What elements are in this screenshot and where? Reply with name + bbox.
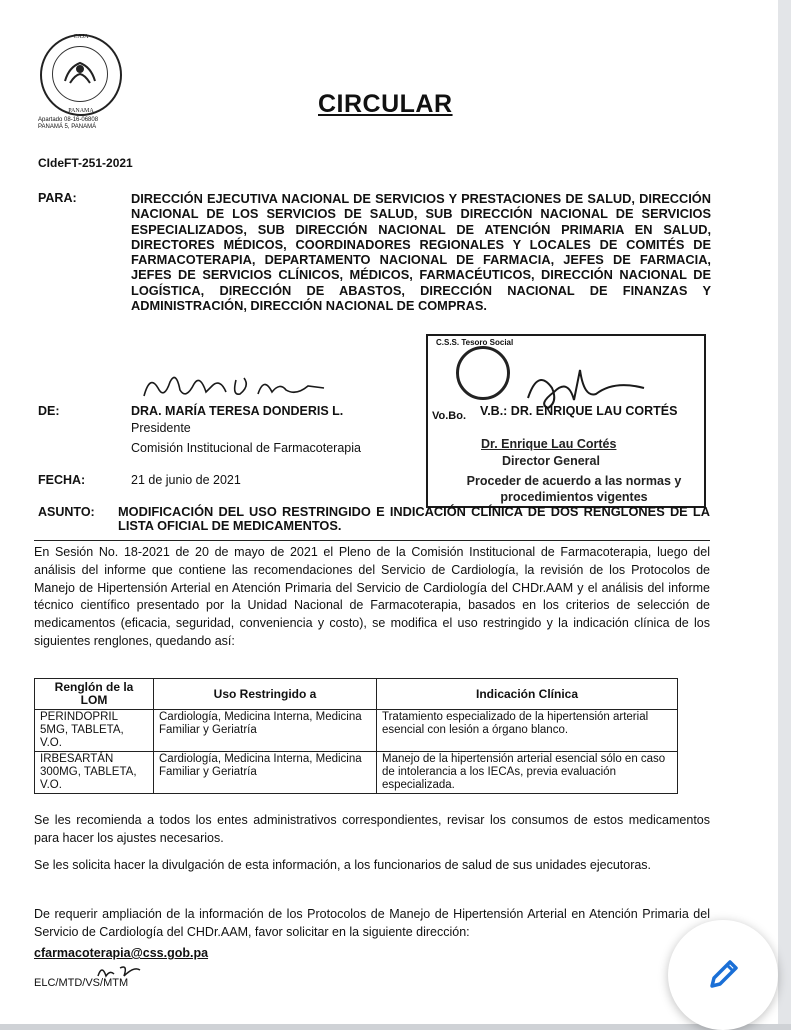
- director-title-stamp: Director General: [502, 454, 600, 468]
- body-paragraph-4: De requerir ampliación de la información de los Protocolos de Manejo de Hipertensión Arterial en Atención Primaria del Servicio de Cardiología del CHDr.AAM, favor solicitar en la siguiente dirección:: [34, 907, 710, 939]
- director-name-stamp: Dr. Enrique Lau Cortés: [481, 437, 617, 451]
- address-block: [38, 117, 98, 131]
- seal-emblem: [52, 46, 108, 102]
- divider: [34, 540, 710, 541]
- address-line-2: PANAMÁ 5, PANAMÁ: [38, 124, 97, 130]
- edit-fab-button[interactable]: [668, 920, 778, 1030]
- sender-role: Presidente: [131, 421, 191, 435]
- table-header-row: [35, 679, 678, 710]
- table-cell: Cardiología, Medicina Interna, Medicina Familiar y Geriatría: [154, 710, 377, 752]
- column-header: Uso Restringido a: [154, 679, 377, 710]
- asunto-label: ASUNTO:: [38, 505, 95, 519]
- body-paragraph-2: Se les recomienda a todos los entes administrativos correspondientes, revisar los consumos de estos medicamentos para hacer los ajustes necesarios.: [34, 813, 710, 845]
- table-cell: Tratamiento especializado de la hipertensión arterial esencial con lesión a órgano blanco.: [377, 710, 678, 752]
- fecha-label: FECHA:: [38, 473, 86, 487]
- hands-emblem-icon: [53, 47, 107, 101]
- medications-table: [34, 678, 678, 794]
- pencil-icon: [704, 954, 744, 994]
- document-title: CIRCULAR: [318, 90, 453, 118]
- seal-text-top: CAJA: [73, 34, 89, 40]
- address-line-1: Apartado 08-16-06808: [38, 117, 99, 123]
- column-header: Indicación Clínica: [377, 679, 678, 710]
- vobo-prefix: Vo.Bo.: [432, 410, 467, 422]
- de-label: DE:: [38, 404, 60, 418]
- stamp-note: Proceder de acuerdo a las normas y procedimientos vigentes: [466, 474, 682, 504]
- asunto-text: MODIFICACIÓN DEL USO RESTRINGIDO E INDICACIÓN CLÍNICA DE DOS RENGLONES DE LA LISTA OFICIAL DE MEDICAMENTOS.: [118, 504, 710, 533]
- reference-initials: ELC/MTD/VS/MTM: [34, 977, 129, 989]
- circular-code: CIdeFT-251-2021: [38, 156, 133, 170]
- donderis-signature: [140, 366, 330, 406]
- body-paragraph-3: Se les solicita hacer la divulgación de esta información, a los funcionarios de salud de sus unidades ejecutoras.: [34, 858, 652, 872]
- table-row: [35, 752, 678, 794]
- stamp-seal: [456, 346, 510, 400]
- sender-name: DRA. MARÍA TERESA DONDERIS L.: [131, 404, 344, 418]
- para-label: PARA:: [38, 191, 77, 205]
- body-paragraph-1: En Sesión No. 18-2021 de 20 de mayo de 2021 el Pleno de la Comisión Institucional de Farmacoterapia, luego del análisis del informe que contiene las recomendaciones del Servicio de Cardiología, la revisión de los Protocolos de Manejo de Hipertensión Arterial en Atención Primaria del Servicio de Cardiología del CHDr.AAM y el análisis del informe técnico científico presentado por la Unidad Nacional de Farmacoterapia, basados en los criterios de selección de medicamentos (eficacia, seguridad, conveniencia y costo), se modifica el uso restringido y la indicación clínica de los siguientes renglones, quedando así:: [34, 545, 710, 648]
- seal-text-bottom: PANAMA: [68, 108, 94, 114]
- table-cell: IRBESARTÁN 300MG, TABLETA, V.O.: [35, 752, 154, 794]
- table-row: [35, 710, 678, 752]
- stamp-header-text: C.S.S. Tesoro Social: [436, 338, 514, 347]
- table-cell: Cardiología, Medicina Interna, Medicina Familiar y Geriatría: [154, 752, 377, 794]
- viewer-background: [778, 0, 791, 1024]
- sender-organization: Comisión Institucional de Farmacoterapia: [131, 441, 361, 455]
- vobo-approver: V.B.: DR. ENRIQUE LAU CORTÉS: [480, 404, 678, 418]
- table-cell: Manejo de la hipertensión arterial esencial sólo en caso de intolerancia a los IECAs, previa evaluación especializada.: [377, 752, 678, 794]
- column-header: Renglón de la LOM: [35, 679, 154, 710]
- contact-email: cfarmacoterapia@css.gob.pa: [34, 946, 209, 960]
- approval-stamp: [426, 334, 706, 508]
- para-recipients: DIRECCIÓN EJECUTIVA NACIONAL DE SERVICIOS Y PRESTACIONES DE SALUD, DIRECCIÓN NACIONAL DE LOS SERVICIOS DE SALUD, SUB DIRECCIÓN NACIONAL DE SERVICIOS ESPECIALIZADOS, SUB DIRECCIÓN NACIONAL DE ATENCIÓN PRIMARIA EN SALUD, DIRECTORES MÉDICOS, COORDINADORES REGIONALES Y LOCALES DE COMITÉS DE FARMACOTERAPIA, DEPARTAMENTO NACIONAL DE FARMACIA, JEFES DE FARMACIA, JEFES DE SERVICIOS CLÍNICOS, MÉDICOS, FARMACÉUTICOS, DIRECCIÓN NACIONAL DE LOGÍSTICA, DIRECCIÓN DE ABASTOS, DIRECCIÓN NACIONAL DE FINANZAS Y ADMINISTRACIÓN, DIRECCIÓN NACIONAL DE COMPRAS.: [131, 191, 711, 314]
- css-seal-logo: [40, 34, 122, 116]
- fecha-value: 21 de junio de 2021: [131, 473, 241, 487]
- table-cell: PERINDOPRIL 5MG, TABLETA, V.O.: [35, 710, 154, 752]
